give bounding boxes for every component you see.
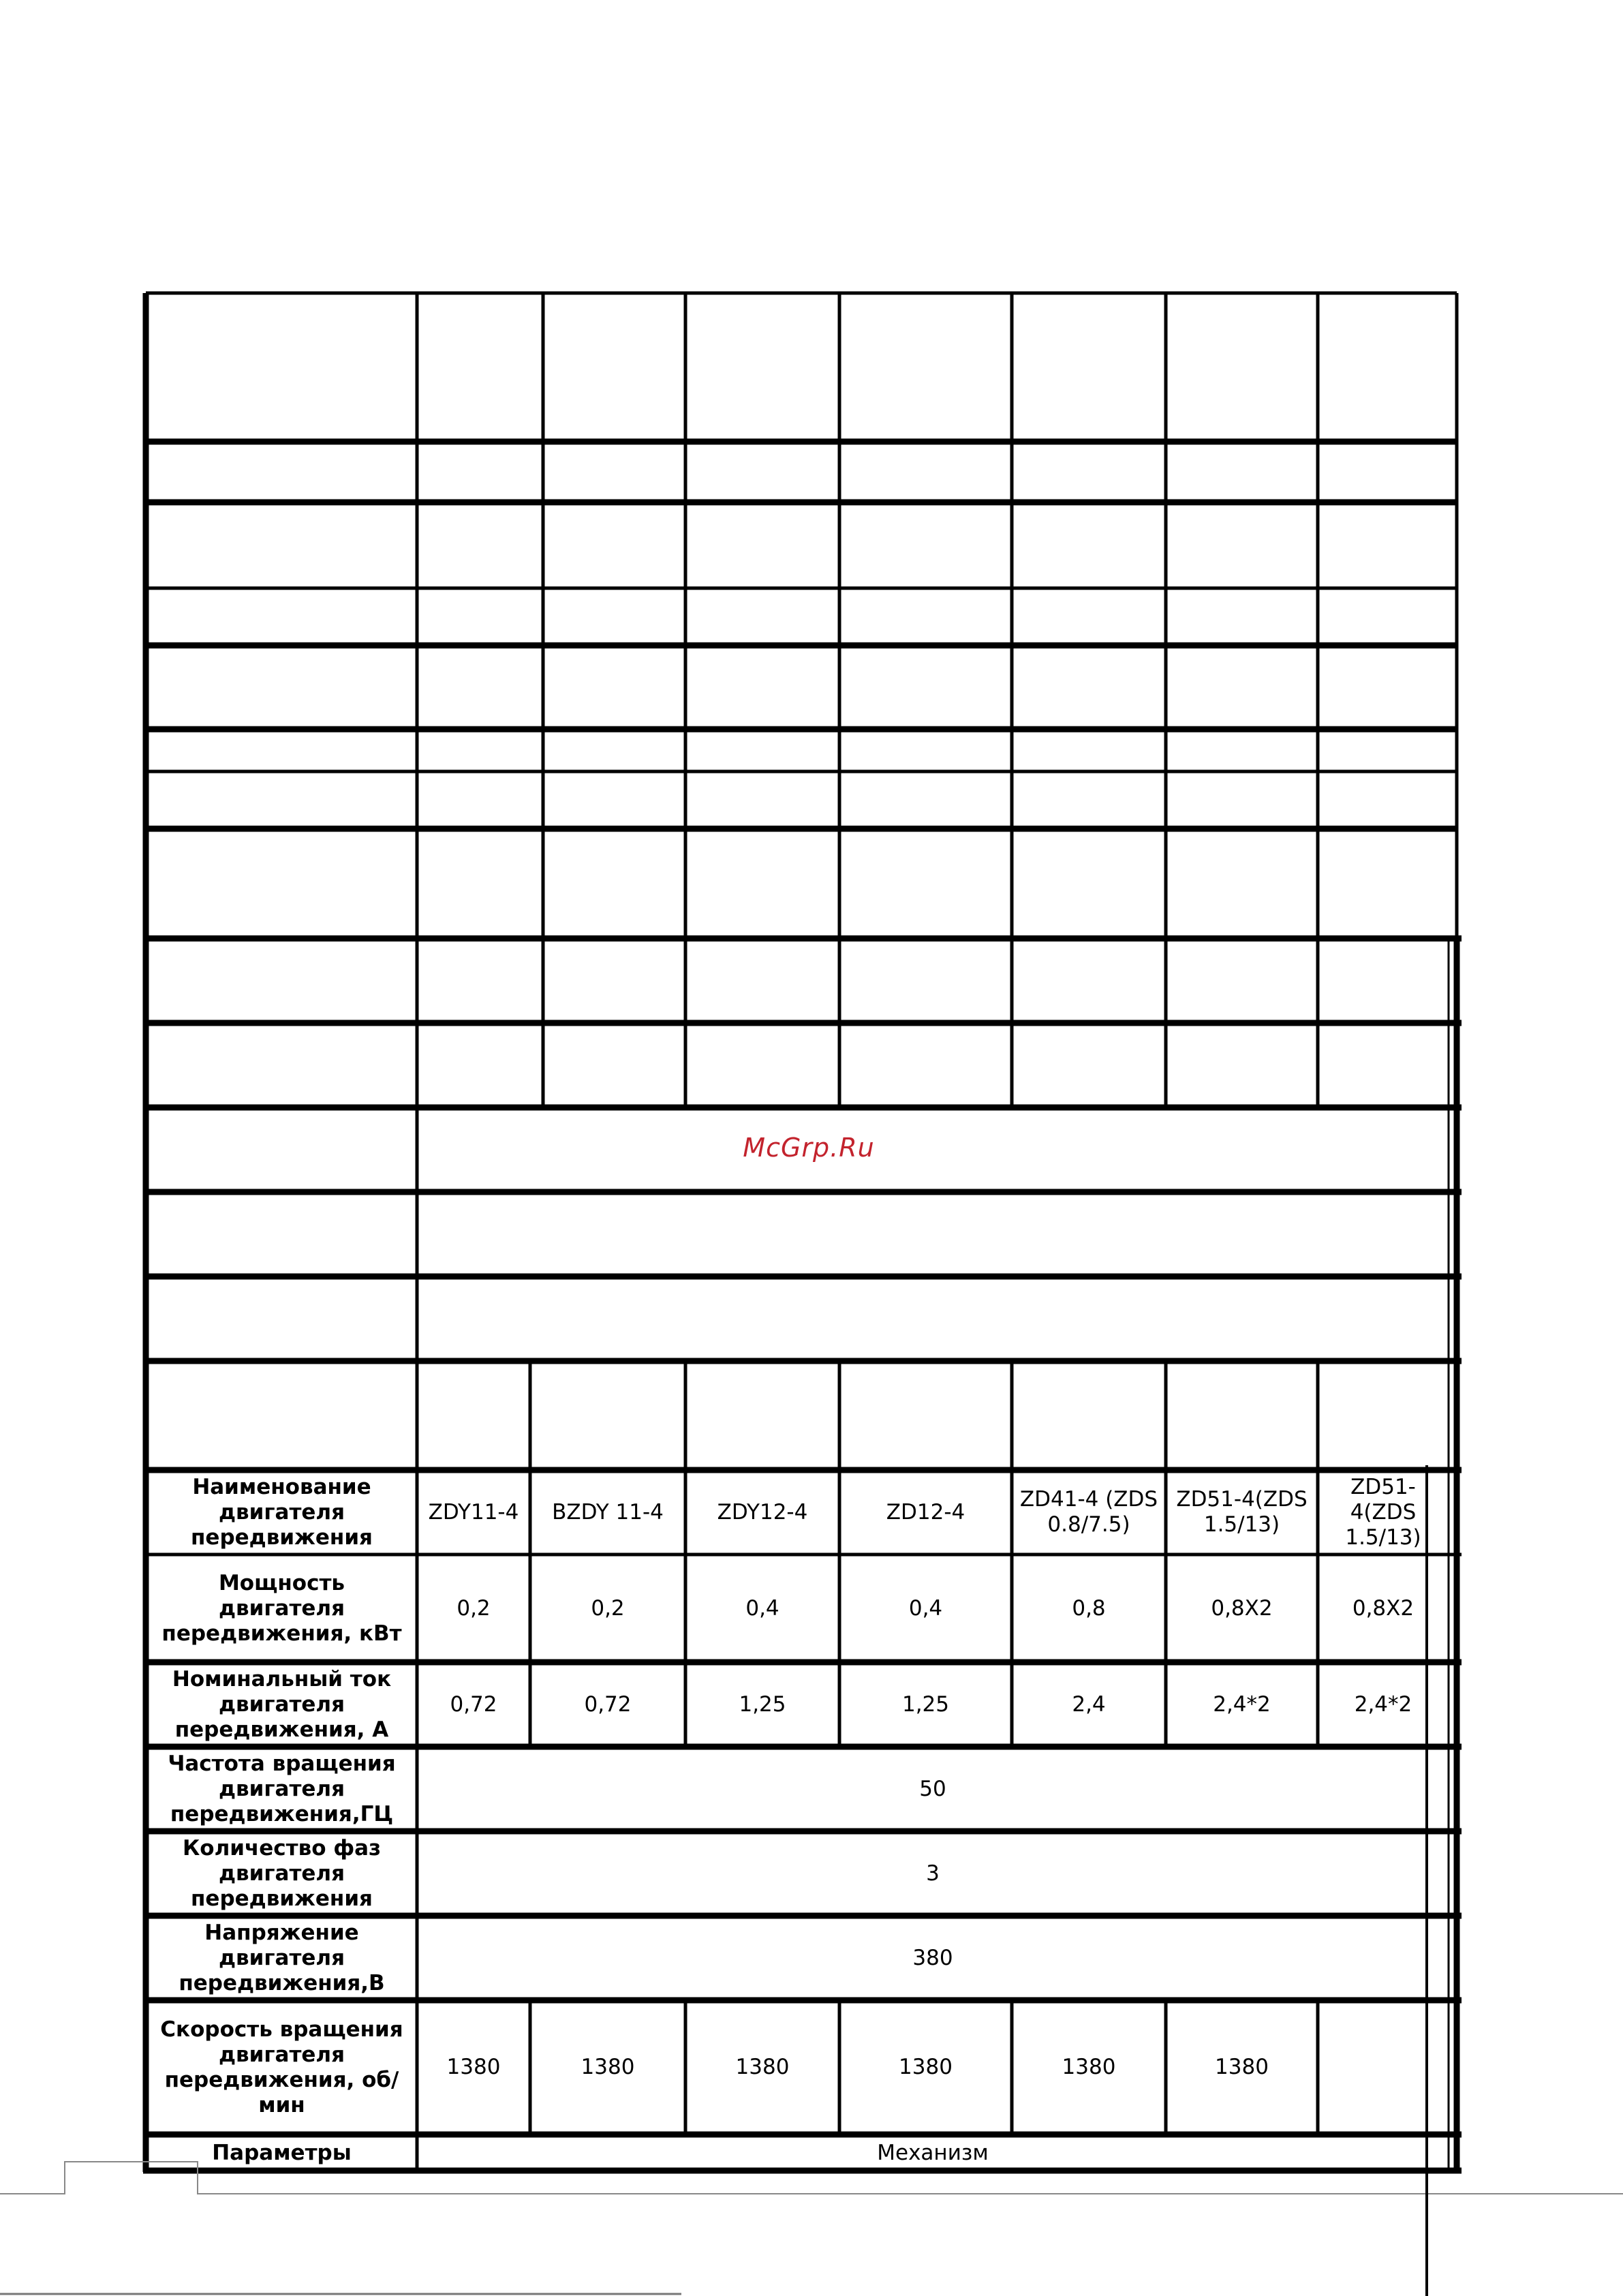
cell-motor-name-4: ZD12-4 [886,1499,965,1525]
cell-power-6: 0,8X2 [1211,1595,1273,1621]
cell-motor-name-2: BZDY 11-4 [552,1499,664,1525]
cell-power-1: 0,2 [457,1595,491,1621]
cell-current-2: 0,72 [584,1692,632,1717]
row-label-phases: Количество фаз двигателя передвижения [182,1835,382,1911]
cell-motor-name-7: ZD51-4(ZDS 1.5/13) [1345,1474,1421,1550]
header-mechanism: Механизм [877,2140,989,2165]
cell-speed-4: 1380 [899,2055,953,2079]
cell-power-7: 0,8X2 [1352,1595,1415,1621]
cell-current-1: 0,72 [450,1692,497,1717]
cell-frequency-merged: 50 [919,1776,946,1801]
cell-current-3: 1,25 [739,1692,786,1717]
cell-speed-7 [1319,2003,1447,2132]
cell-power-3: 0,4 [745,1595,779,1621]
row-label-current: Номинальный ток двигателя передвижения, А [172,1666,392,1742]
cell-current-7: 2,4*2 [1354,1692,1412,1717]
cell-speed-2: 1380 [581,2055,635,2079]
cell-phases-merged: 3 [926,1861,940,1886]
header-parameters: Параметры [212,2140,352,2165]
cell-speed-6: 1380 [1215,2055,1269,2079]
cell-voltage-merged: 380 [912,1945,953,1970]
cell-motor-name-1: ZDY11-4 [428,1499,519,1525]
row-label-voltage: Напряжение двигателя передвижения,В [179,1920,385,1995]
cell-current-5: 2,4 [1072,1692,1106,1717]
row-label-power: Мощность двигателя передвижения, кВт [161,1570,402,1646]
row-label-frequency: Частота вращения двигателя передвижения,ГЦ [168,1751,396,1826]
cell-motor-name-5: ZD41-4 (ZDS 0.8/7.5) [1019,1487,1158,1537]
cell-power-2: 0,2 [591,1595,625,1621]
cell-power-5: 0,8 [1072,1595,1106,1621]
cell-speed-3: 1380 [735,2055,790,2079]
cell-motor-name-6: ZD51-4(ZDS 1.5/13) [1176,1487,1308,1537]
row-label-motor-name: Наименование двигателя передвижения [191,1474,373,1550]
cell-current-4: 1,25 [901,1692,950,1717]
cell-motor-name-3: ZDY12-4 [717,1499,808,1525]
cell-speed-1: 1380 [446,2055,501,2079]
cell-power-4: 0,4 [908,1595,943,1621]
row-label-speed: Скорость вращения двигателя передвижения, об/мин [160,2017,403,2117]
cell-speed-5: 1380 [1062,2055,1116,2079]
watermark-text: McGrp.Ru [743,1133,875,1163]
cell-current-6: 2,4*2 [1213,1692,1271,1717]
